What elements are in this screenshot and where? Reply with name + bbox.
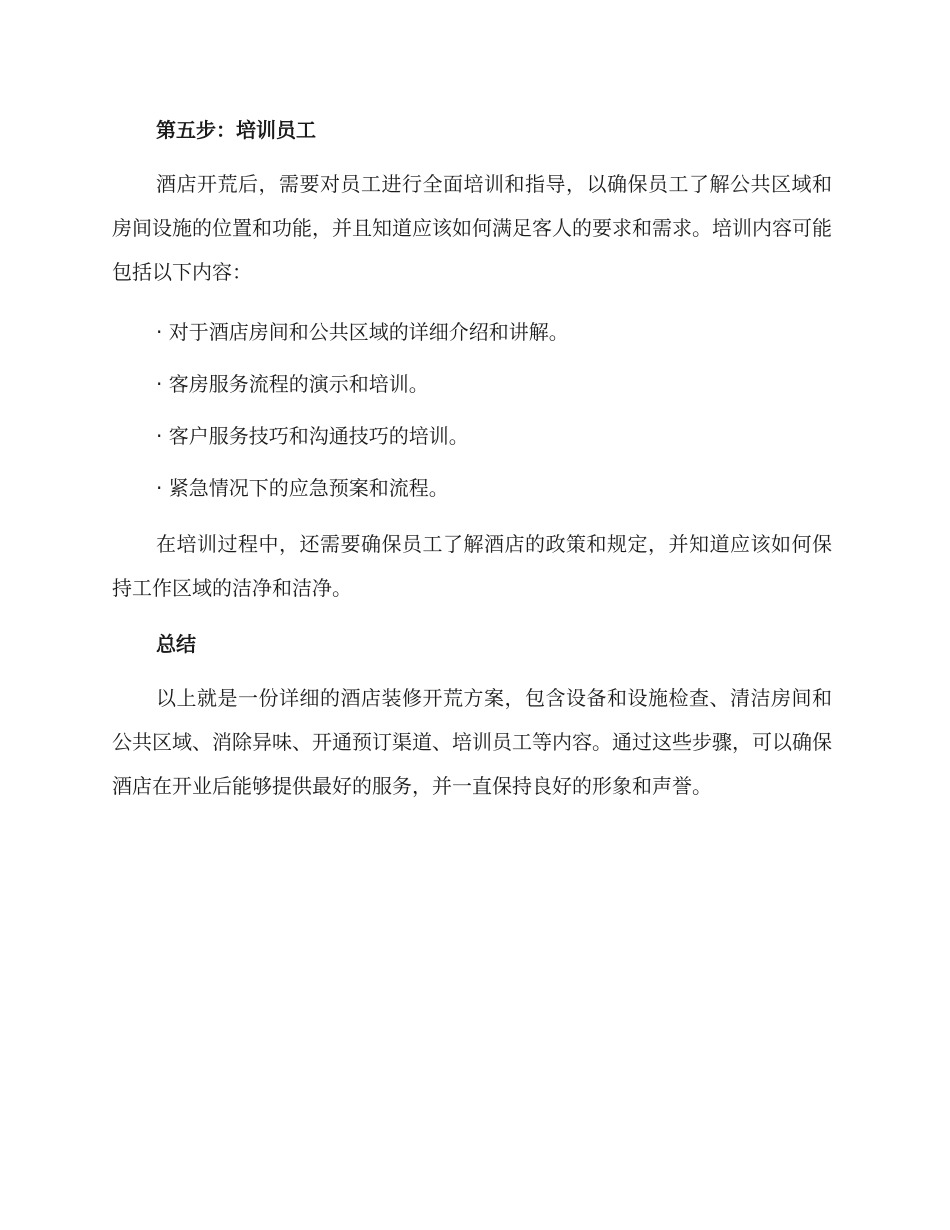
list-item: · 对于酒店房间和公共区域的详细介绍和讲解。 <box>156 320 569 344</box>
section-intro-paragraph: 酒店开荒后，需要对员工进行全面培训和指导，以确保员工了解公共区域和房间设施的位置和功能，并且知道应该如何满足客人的要求和需求。培训内容可能包括以下内容： <box>112 172 832 284</box>
list-item: · 客户服务技巧和沟通技巧的培训。 <box>156 424 469 448</box>
summary-heading: 总结 <box>156 632 196 656</box>
summary-paragraph: 以上就是一份详细的酒店装修开荒方案，包含设备和设施检查、清洁房间和公共区域、消除异味、开通预订渠道、培训员工等内容。通过这些步骤，可以确保酒店在开业后能够提供最好的服务，并一直保持良好的形象和声誉。 <box>112 686 832 798</box>
section-closing-paragraph: 在培训过程中，还需要确保员工了解酒店的政策和规定，并知道应该如何保持工作区域的洁净和洁净。 <box>112 532 832 600</box>
list-item: · 客房服务流程的演示和培训。 <box>156 372 429 396</box>
list-item: · 紧急情况下的应急预案和流程。 <box>156 476 449 500</box>
document-page <box>112 110 832 808</box>
section-heading-step5: 第五步：培训员工 <box>156 118 316 142</box>
